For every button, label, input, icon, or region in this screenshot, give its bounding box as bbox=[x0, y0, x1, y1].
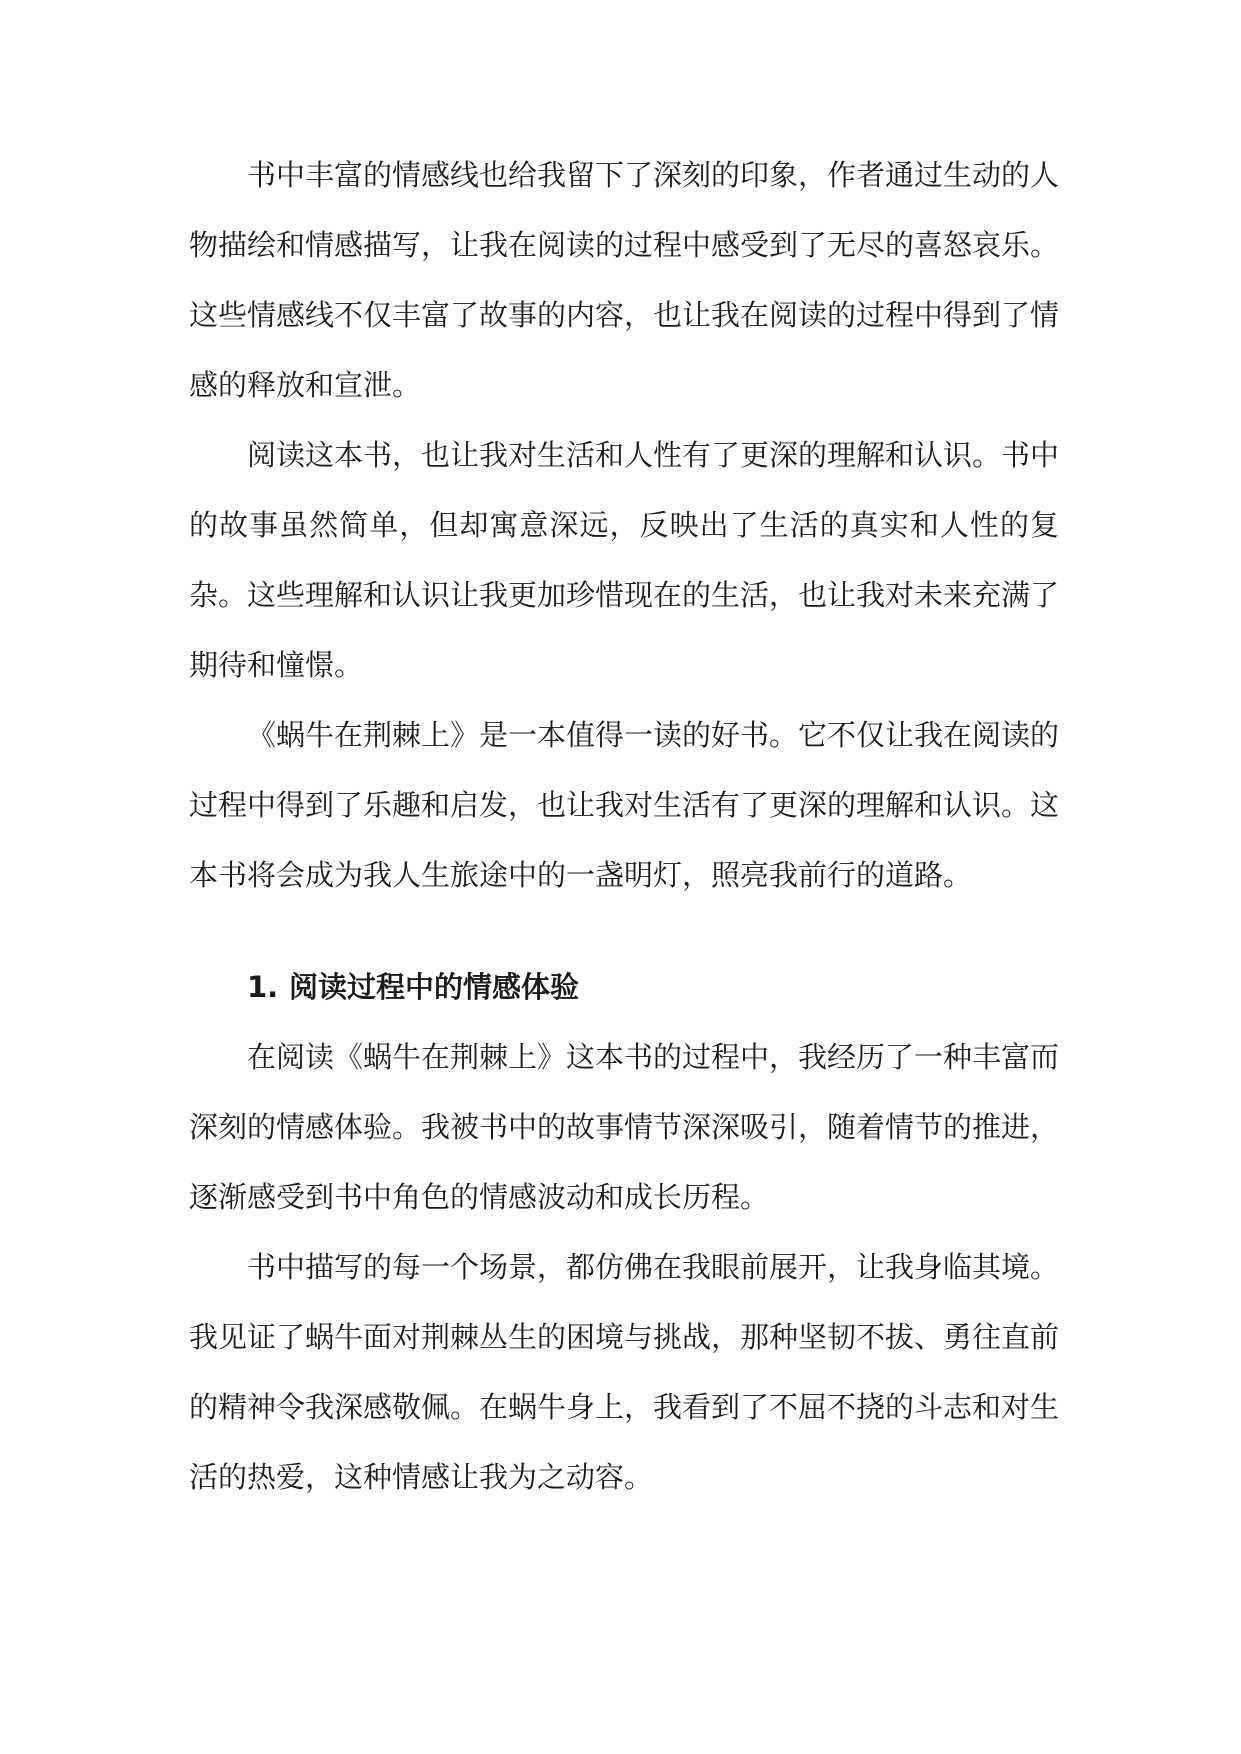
section-heading bbox=[189, 952, 1059, 1022]
paragraph-book-recommendation: 《蜗牛在荆棘上》是一本值得一读的好书。它不仅让我在阅读的过程中得到了乐趣和启发，也让我对生活有了更深的理解和认识。这本书将会成为我人生旅途中的一盏明灯，照亮我前行的道路。 bbox=[189, 718, 1060, 892]
paragraph-emotional-lines: 书中丰富的情感线也给我留下了深刻的印象，作者通过生动的人物描绘和情感描写，让我在阅读的过程中感受到了无尽的喜怒哀乐。这些情感线不仅丰富了故事的内容，也让我在阅读的过程中得到了情感的释放和宣泄。 bbox=[189, 158, 1060, 402]
paragraph-life-and-humanity: 阅读这本书，也让我对生活和人性有了更深的理解和认识。书中的故事虽然简单，但却寓意深远，反映出了生活的真实和人性的复杂。这些理解和认识让我更加珍惜现在的生活，也让我对未来充满了期待和憧憬。 bbox=[189, 438, 1060, 682]
section-title: 阅读过程中的情感体验 bbox=[289, 970, 580, 1004]
section-number: 1. bbox=[247, 970, 279, 1004]
document-body bbox=[189, 140, 1059, 1512]
paragraph-reading-experience: 在阅读《蜗牛在荆棘上》这本书的过程中，我经历了一种丰富而深刻的情感体验。我被书中的故事情节深深吸引，随着情节的推进，逐渐感受到书中角色的情感波动和成长历程。 bbox=[189, 1040, 1060, 1214]
paragraph-scenes: 书中描写的每一个场景，都仿佛在我眼前展开，让我身临其境。我见证了蜗牛面对荆棘丛生的困境与挑战，那种坚韧不拔、勇往直前的精神令我深感敬佩。在蜗牛身上，我看到了不屈不挠的斗志和对生活的热爱，这种情感让我为之动容。 bbox=[189, 1250, 1060, 1494]
